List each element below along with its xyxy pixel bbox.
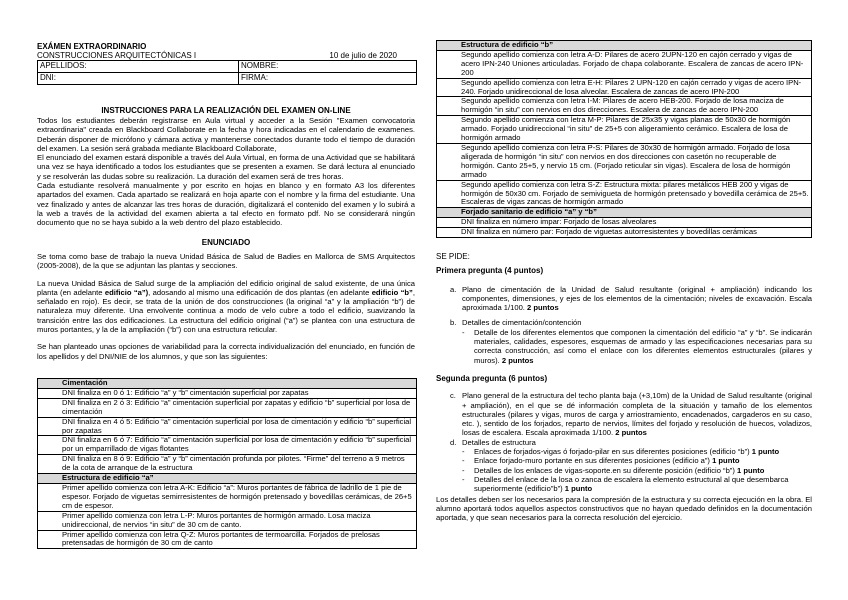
q1-item-a: [436, 285, 812, 313]
estructura-b-row: Segundo apellido comienza con letra S-Z: Estructura mixta: pilares metálicos HEB 200 y vigas de hormigón de 50x30 cm. Forjado de semivigueta de hormigón pretensado y bovedilla cerámica de 25+5. Escaleras de vigas zancas de hormigón armado: [437, 180, 812, 208]
estructura-b-row: Segundo apellido comienza con letra I-M: Pilares de acero HEB-200. Forjado de losa maciza de hormigón “in situ” con nervios en dos direcciones. Escalera de zancas de acero IPN-200: [437, 97, 812, 116]
estructura-a-header: Estructura de edificio “a”: [38, 474, 417, 484]
q1-item-b: [436, 318, 812, 327]
estructura-b-header: Estructura de edificio “b”: [437, 41, 812, 51]
se-pide-label: SE PIDE:: [436, 252, 470, 261]
cimentacion-header: Cimentación: [38, 379, 417, 389]
q2-d-sub-text: Detalles del enlace de la losa o zanca de escalera la elemento estructural al que desembarca superiormente (edificio”b”): [474, 474, 789, 494]
enunciado-p2-b: , adosando al mismo una edificación de dos plantas (en adelante: [148, 287, 372, 297]
q2-d-subitem: [462, 456, 812, 465]
enunciado-p2-a: La nueva Unidad Básica de Salud surge de la ampliación del edificio original de salud existente, de una única planta (en adelante: [37, 278, 415, 297]
q1-b-sub-content: [474, 328, 812, 365]
enunciado-p3: Se han planteado unas opciones de variabilidad para la correcta individualización del enunciado, en función de los apellidos y del DNI/NIE de los alumnos, y que son las siguientes:: [37, 342, 415, 361]
q2-c-points: 2 puntos: [615, 428, 647, 438]
course-line: [37, 51, 415, 60]
cimentacion-row: DNI finaliza en 8 ó 9: Edificio “a” y “b” cimentación profunda por pilotes. “Firme” del terreno a 9 metros de la cota de arranque de la estructura: [38, 455, 417, 474]
nombre-label: NOMBRE:: [241, 61, 279, 70]
q2-d-sub-text: Enlaces de forjados-vigas ó forjado-pilar en sus diferentes posiciones (edificio “b”): [474, 447, 750, 457]
estructura-b-row: Segundo apellido comienza con letra A-D: Pilares de acero 2UPN-120 en cajón cerrado y vigas de acero IPN-240 Uniones articuladas. Forjado de chapa colaborante. Escalera de zancas de acero IPN-200: [437, 50, 812, 78]
q2-d-list: [436, 447, 812, 493]
q2-d-marker: d.: [450, 437, 457, 447]
q1-a-content: [462, 285, 812, 313]
apellidos-field[interactable]: [38, 61, 239, 73]
enunciado-section: [37, 238, 415, 361]
exam-title: EXÁMEN EXTRAORDINARIO: [37, 42, 147, 51]
exam-date: 10 de julio de 2020: [329, 51, 397, 60]
q2-c-text: Plano general de la estructura del techo planta baja (+3,10m) de la Unidad de Salud resultante (original + ampliación), en el que se dé información completa de la situación y tamaño de los elementos estructurales (pilares y vigas, muros de carga y arriostramiento, encadenados, cargaderos en su caso, etc. ), sentido de los forjados, reparto de nervios, límites del forjado y resolución de huecos, voladizos, losas de escalera. Escala aproximada 1/100.: [462, 391, 812, 438]
q2-title: Segunda pregunta (6 puntos): [436, 373, 548, 383]
student-fields: [37, 60, 417, 85]
dni-label: DNI:: [40, 73, 56, 82]
q2-d-sub-points: 1 punto: [751, 447, 780, 457]
dash-marker: -: [462, 465, 465, 475]
instructions-p1: Todos los estudiantes deberán registrarse en Aula virtual y acceder a la Sesión "Examen convocatoria extraordinaria" creada en Blackboard Collaborate en la fecha y hora indicadas en el calendario de examenes. Deberán disponer de micrófono y cámara activa y mantenerse conectados durante todo el tiempo de duración del examen. La sesión será grabada mediante Blackboard Collaborate,: [37, 116, 415, 153]
dni-field[interactable]: [38, 73, 239, 85]
q1-a-points: 2 puntos: [527, 303, 559, 313]
forjado-header: Forjado sanitario de edificio “a” y “b”: [437, 208, 812, 218]
forjado-row: DNI finaliza en número par: Forjado de viguetas autorresistentes y bovedillas cerámicas: [437, 228, 812, 238]
q2-item-c: [436, 391, 812, 437]
q2-d-subitem: [462, 475, 812, 494]
q1-a-text: Plano de cimentación de la Unidad de Salud resultante (original + ampliación) indicando los componentes, dimensiones, y ejes de los elementos de la cimentación; niveles de excavación. Escala aproximada 1/100.: [462, 284, 812, 313]
cimentacion-row: DNI finaliza en 4 ó 5: Edificio “a” cimentación superficial por losa de cimentación y edificio “b” superficial por zapatas: [38, 417, 417, 436]
q1-b-subitem: [436, 328, 812, 365]
options-table-right: [436, 40, 812, 238]
options-table-left: [37, 378, 417, 549]
cimentacion-row: DNI finaliza en 6 ó 7: Edificio “a” cimentación superficial por losa de cimentación y edificio “b” superficial por un emparrillado de vigas flotantes: [38, 436, 417, 455]
enunciado-p2-bold2: edificio “b”: [371, 287, 413, 297]
instructions-p2: El enunciado del examen estará disponible a través del Aula Virtual, en forma de una Actividad que se habilitará una vez se haya identificado a todos los estudiantes que se presenten a examen. Se dará lectura al enunciado y se resolverán las dudas sobre su realización. La duración del examen será de tres horas.: [37, 153, 415, 181]
nombre-field[interactable]: [239, 61, 417, 73]
estructura-a-row: Primer apellido comienza con letra Q-Z: Muros portantes de termoarcilla. Forjados de prelosas pretensadas de hormigón de 30 cm de canto: [38, 530, 417, 549]
exam-header: [37, 42, 415, 85]
dash-marker: -: [462, 456, 465, 466]
estructura-b-row: Segundo apellido comienza con letra P-S: Pilares de 30x30 de hormigón armado. Forjado de losa aligerada de hormigón “in situ” con nervios en dos direcciones con casetón no recuperable de hormigón. Canto 25+5, y nervio 15 cm. (Forjado reticular sin vigas). Escalera de losa de hormigón armado: [437, 143, 812, 180]
instructions-section: [37, 106, 415, 228]
q2-d-subitem: [462, 466, 812, 475]
q2-d-sub-points: 1 punto: [564, 484, 593, 494]
enunciado-p2: [37, 279, 415, 335]
enunciado-p2-bold1: edificio “a”): [104, 287, 149, 297]
q1-b-text: Detalles de cimentación/contención: [462, 318, 582, 328]
enunciado-title: ENUNCIADO: [201, 238, 251, 247]
q2-d-text: Detalles de estructura: [462, 437, 536, 447]
q2-d-sub-text: Enlace forjado-muro portante en sus diferentes posiciones (edificio a”): [474, 456, 710, 466]
firma-field[interactable]: [239, 73, 417, 85]
q1-a-marker: a.: [450, 284, 457, 294]
cimentacion-row: DNI finaliza en 2 ó 3: Edificio “a” cimentación superficial por zapatas y edificio “b” superficial por losa de cimentación: [38, 398, 417, 417]
instructions-title: INSTRUCCIONES PARA LA REALIZACIÓN DEL EXAMEN ON-LINE: [101, 106, 351, 115]
closing-paragraph: Los detalles deben ser los necesarios para la compresión de la estructura y su correcta ejecución en la obra. El alumno aportará todos aquellos aspectos constructivos que no hayan quedado definidos en la documentación aportada, y que sean necesarios para la correcta resolución del ejercicio.: [436, 494, 812, 523]
q1-b-sub-marker: -: [462, 327, 465, 337]
estructura-a-row: Primer apellido comienza con letra A-K: Edificio “a”: Muros portantes de fábrica de ladrillo de 1 pie de espesor. Forjado de viguetas semirresistentes de hormigón pretensado y bovedillas cerámicas, de 26+5 cm de espesor.: [38, 483, 417, 511]
q1-b-marker: b.: [450, 318, 457, 328]
cimentacion-row: DNI finaliza en 0 ó 1: Edificio “a” y “b” cimentación superficial por zapatas: [38, 388, 417, 398]
questions-section: [436, 252, 812, 522]
q2-item-d: [436, 438, 812, 447]
estructura-b-row: Segundo apellido comienza con letra E-H: Pilares 2 UPN-120 en cajón cerrado y vigas de acero IPN-240. Forjado unidireccional de losa alveolar. Escalera de zancas de acero IPN-200: [437, 78, 812, 97]
q2-c-marker: c.: [450, 391, 456, 401]
course-name: CONSTRUCCIONES ARQUITECTÓNICAS I: [37, 51, 197, 60]
forjado-row: DNI finaliza en número impar: Forjado de losas alveolares: [437, 218, 812, 228]
q1-b-sub-text: Detalle de los diferentes elementos que componen la cimentación del edificio “a” y “b”. Se indicarán materiales, calidades, espesores, esquemas de armado y las especificaciones necesarias para su correcta construcción, así como el enlace con los diferentes elementos estructurales (pilares y muros).: [474, 327, 812, 365]
estructura-a-row: Primer apellido comienza con letra L-P: Muros portantes de hormigón armado. Losa maciza unidireccional, de nervios “in situ” de 30 cm de canto.: [38, 511, 417, 530]
dash-marker: -: [462, 474, 465, 484]
q2-d-sub-points: 1 punto: [736, 465, 765, 475]
enunciado-p2-c: , señalado en rojo). Es decir, se trata de la unión de dos construcciones (la original “a” y la ampliación “b”) de naturaleza muy diferente. Una envolvente continua a modo de velo cubre a todo el edificio, suavizando la transición entre las dos edificaciones. La estructura del edificio original (“a”) se plantea con una estructura de muros portantes, y la de la ampliación (“b”) con una estructura reticular.: [37, 287, 415, 335]
estructura-b-row: Segundo apellido comienza con letra M-P: Pilares de 25x35 y vigas planas de 50x30 de hormigón armado. Forjado unidireccional “in situ” de 25+5 con aligeramiento cerámico. Escalera de losa de hormigón armado: [437, 116, 812, 144]
q2-d-subitem: [462, 447, 812, 456]
dash-marker: -: [462, 447, 465, 457]
q1-title: Primera pregunta (4 puntos): [436, 266, 544, 276]
firma-label: FIRMA:: [241, 73, 269, 82]
apellidos-label: APELLIDOS:: [40, 61, 87, 70]
q2-d-sub-points: 1 punto: [712, 456, 740, 466]
enunciado-p1: Se toma como base de trabajo la nueva Unidad Básica de Salud de Badies en Mallorca de SMS Arquitectos (2005-2008), de la que se adjuntan las plantas y secciones.: [37, 252, 415, 271]
instructions-p3: Cada estudiante resolverá manualmente y por escrito en hojas en blanco y en formato A3 los diferentes apartados del examen. Cada apartado se realizará en hoja aparte con el nombre y la firma del estudiante. Una vez finalizado y antes de alcanzar las tres horas de duración, digitalizará el contenido del examen y lo subirá a la web a través de la actividad del examen abierta a tal efecto en formato pdf. No se considerará ningún documento que no se haya subido a la web dentro del plazo establecido.: [37, 181, 415, 228]
q2-c-content: [462, 391, 812, 437]
q2-d-sub-text: Detalles de los enlaces de vigas-soporte.en su diferente posición (edificio “b”): [474, 465, 735, 475]
q1-b-points: 2 puntos: [501, 355, 534, 365]
